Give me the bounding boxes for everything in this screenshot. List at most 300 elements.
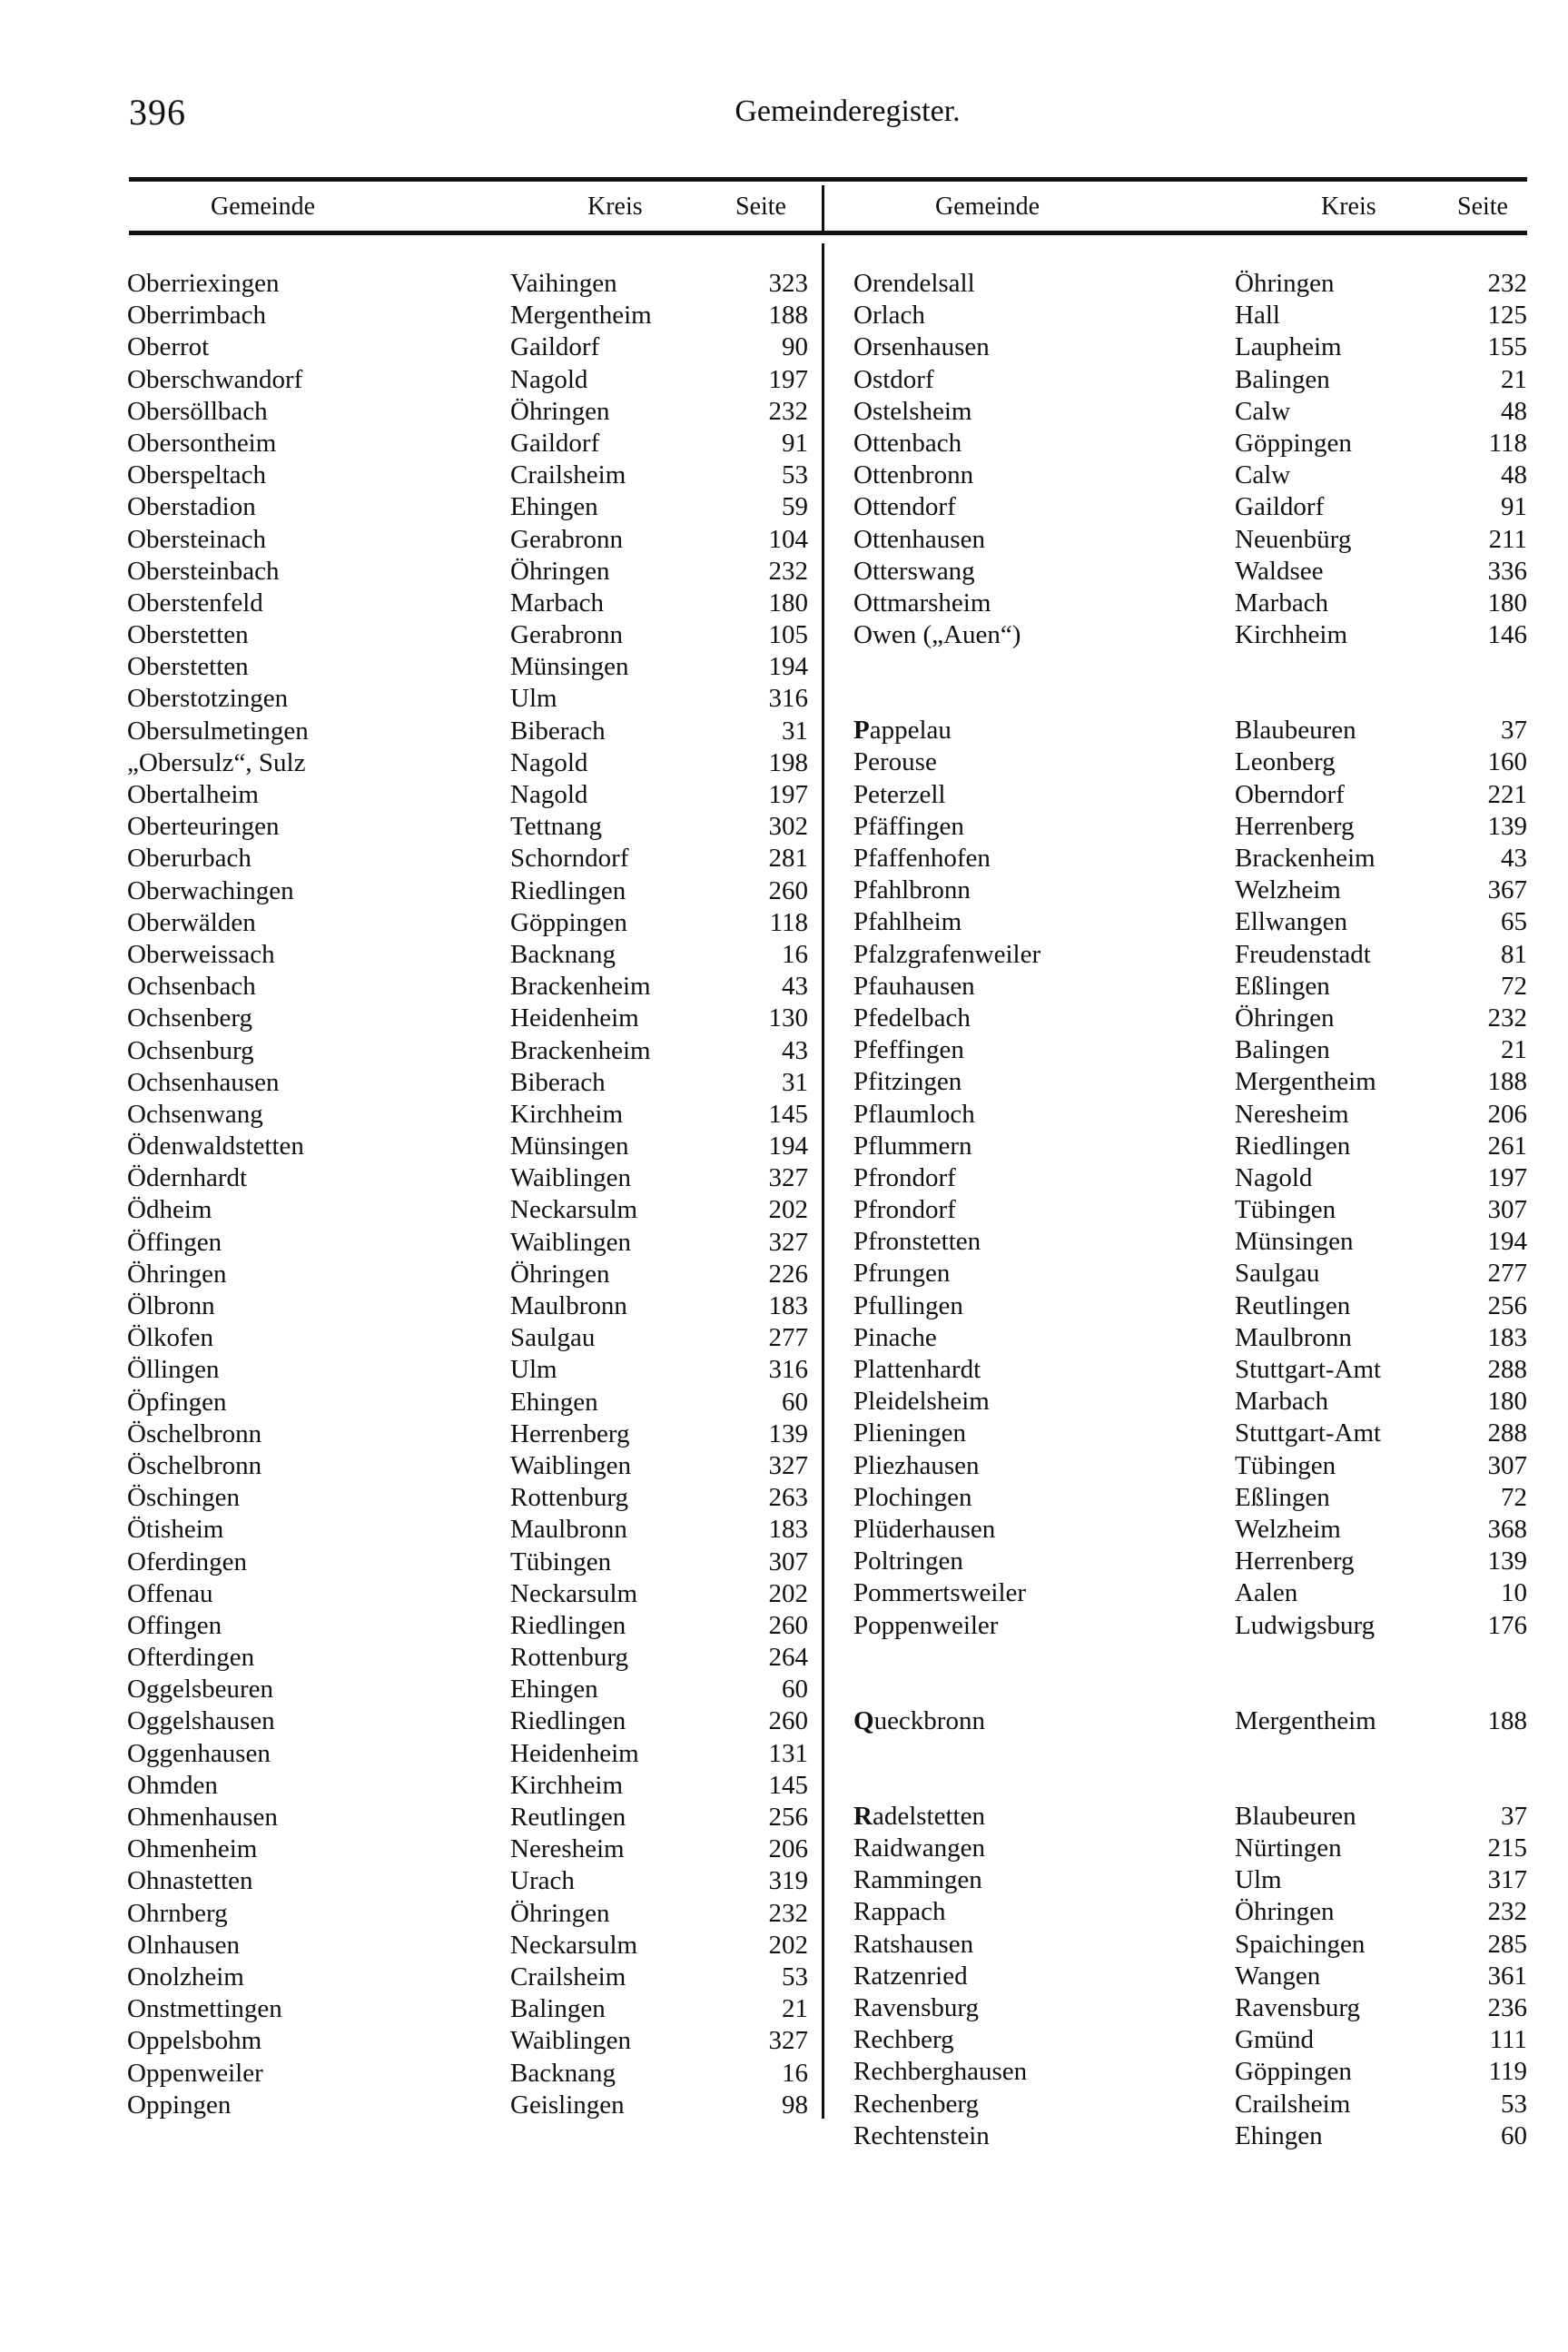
gemeinde-cell: Oggelshausen	[127, 1706, 275, 1736]
gemeinde-cell: Obersteinach	[127, 524, 266, 554]
table-header	[0, 186, 1568, 228]
seite-cell: 198	[768, 747, 808, 777]
table-row	[127, 300, 808, 331]
gemeinde-cell: Pinache	[853, 1322, 937, 1352]
kreis-cell: Ehingen	[510, 1675, 598, 1705]
seite-cell: 264	[768, 1643, 808, 1673]
kreis-cell: Freudenstadt	[1235, 939, 1371, 969]
seite-cell: 261	[1487, 1131, 1527, 1161]
seite-cell: 307	[768, 1547, 808, 1576]
kreis-cell: Nagold	[510, 747, 588, 777]
seite-cell: 327	[768, 1163, 808, 1193]
seite-cell: 316	[768, 684, 808, 714]
gemeinde-cell: Öschelbronn	[127, 1418, 262, 1448]
seite-cell: 206	[1487, 1099, 1527, 1129]
table-row	[127, 716, 808, 747]
gemeinde-cell: Pfeffingen	[853, 1035, 964, 1065]
seite-cell: 31	[782, 1067, 808, 1097]
kreis-cell: Öhringen	[510, 1259, 610, 1289]
table-row	[853, 1131, 1527, 1162]
seite-cell: 119	[1488, 2057, 1527, 2087]
left-column	[127, 268, 808, 2121]
gemeinde-cell: Ochsenwang	[127, 1099, 263, 1129]
kreis-cell: Brackenheim	[1235, 844, 1376, 873]
gemeinde-cell: Ohnastetten	[127, 1866, 253, 1896]
table-row	[853, 300, 1527, 331]
header-seite-left: Seite	[735, 193, 786, 221]
gemeinde-cell: Pfaffenhofen	[853, 844, 991, 873]
gemeinde-cell: Plochingen	[853, 1482, 972, 1512]
seite-cell: 180	[768, 588, 808, 618]
seite-cell: 37	[1501, 1801, 1527, 1831]
gemeinde-cell: Peterzell	[853, 779, 946, 809]
seite-cell: 232	[1487, 1003, 1527, 1033]
table-row	[127, 907, 808, 939]
table-row	[853, 2056, 1527, 2088]
kreis-cell: Welzheim	[1235, 1514, 1341, 1544]
table-row	[853, 491, 1527, 523]
table-row	[127, 1067, 808, 1099]
kreis-cell: Urach	[510, 1866, 575, 1896]
seite-cell: 72	[1501, 1482, 1527, 1512]
kreis-cell: Ehingen	[510, 492, 598, 522]
table-row	[127, 1131, 808, 1162]
gemeinde-cell: Oberstadion	[127, 492, 256, 522]
table-row	[853, 715, 1527, 746]
gemeinde-cell: Oberspeltach	[127, 460, 266, 490]
kreis-cell: Gaildorf	[510, 332, 600, 362]
table-row	[853, 460, 1527, 491]
kreis-cell: Backnang	[510, 939, 616, 969]
table-row	[127, 971, 808, 1003]
gemeinde-cell: Oberriexingen	[127, 269, 280, 298]
seite-cell: 16	[782, 2058, 808, 2088]
seite-cell: 53	[782, 460, 808, 490]
kreis-cell: Mergentheim	[1235, 1705, 1376, 1735]
gemeinde-cell: Otterswang	[853, 556, 975, 586]
gemeinde-cell: Oberurbach	[127, 844, 251, 874]
kreis-cell: Nagold	[510, 780, 588, 809]
seite-cell: 256	[768, 1803, 808, 1832]
kreis-cell: Saulgau	[1235, 1259, 1320, 1289]
seite-cell: 188	[1487, 1705, 1527, 1735]
seite-cell: 211	[1488, 524, 1527, 554]
kreis-cell: Waiblingen	[510, 2026, 631, 2056]
kreis-cell: Calw	[1235, 460, 1291, 490]
table-row	[127, 1578, 808, 1610]
table-row	[853, 619, 1527, 651]
table-row	[127, 1802, 808, 1833]
seite-cell: 226	[768, 1259, 808, 1289]
table-row	[127, 1738, 808, 1770]
gemeinde-cell: Pfahlbronn	[853, 875, 971, 905]
seite-cell: 302	[768, 812, 808, 842]
gemeinde-cell: Pfedelbach	[853, 1003, 971, 1033]
seite-cell: 31	[782, 716, 808, 746]
kreis-cell: Nagold	[510, 364, 588, 394]
gemeinde-cell: Rechenberg	[853, 2089, 979, 2119]
seite-cell: 232	[768, 556, 808, 586]
kreis-cell: Biberach	[510, 716, 606, 746]
gemeinde-cell: Oppingen	[127, 2090, 232, 2120]
seite-cell: 59	[782, 492, 808, 522]
seite-cell: 260	[768, 1706, 808, 1736]
kreis-cell: Maulbronn	[1235, 1322, 1352, 1352]
kreis-cell: Wangen	[1235, 1961, 1321, 1991]
table-row	[127, 1099, 808, 1131]
table-row	[127, 1162, 808, 1194]
table-row	[127, 683, 808, 715]
gemeinde-cell: Poppenweiler	[853, 1610, 999, 1640]
kreis-cell: Riedlingen	[510, 1610, 626, 1640]
kreis-cell: Aalen	[1235, 1578, 1298, 1608]
seite-cell: 260	[768, 875, 808, 905]
table-row	[853, 906, 1527, 938]
table-row	[853, 1992, 1527, 2024]
gemeinde-cell: Oggelsbeuren	[127, 1675, 274, 1705]
seite-cell: 368	[1487, 1514, 1527, 1544]
gemeinde-cell: Ötisheim	[127, 1515, 224, 1545]
table-row	[127, 524, 808, 556]
gemeinde-cell: Pfitzingen	[853, 1067, 962, 1097]
table-row	[853, 1322, 1527, 1354]
seite-cell: 43	[782, 972, 808, 1002]
seite-cell: 118	[1488, 428, 1527, 458]
gemeinde-cell: Ölkofen	[127, 1323, 214, 1353]
seite-cell: 277	[768, 1323, 808, 1353]
table-row	[127, 1865, 808, 1897]
table-row	[127, 491, 808, 523]
table-row	[853, 1418, 1527, 1449]
table-row	[853, 1066, 1527, 1098]
table-row	[853, 1864, 1527, 1896]
gemeinde-cell: Oberrot	[127, 332, 210, 362]
seite-cell: 215	[1487, 1833, 1527, 1863]
seite-cell: 91	[782, 428, 808, 458]
seite-cell: 176	[1487, 1610, 1527, 1640]
gemeinde-cell: Oppelsbohm	[127, 2026, 262, 2056]
kreis-cell: Crailsheim	[510, 1962, 626, 1991]
table-row	[127, 1514, 808, 1546]
gemeinde-cell: Rechtenstein	[853, 2120, 990, 2150]
kreis-cell: Reutlingen	[510, 1803, 626, 1832]
table-row	[853, 331, 1527, 363]
gemeinde-cell: Obersulmetingen	[127, 716, 309, 746]
table-row	[127, 1770, 808, 1802]
header-bottom-rule	[129, 231, 1527, 235]
kreis-cell: Maulbronn	[510, 1515, 627, 1545]
table-row	[127, 1259, 808, 1290]
table-row	[853, 1386, 1527, 1418]
seite-cell: 188	[1487, 1067, 1527, 1097]
gemeinde-cell: Ochsenberg	[127, 1003, 252, 1033]
seite-cell: 194	[768, 1132, 808, 1161]
gemeinde-cell: Pappelau	[853, 716, 952, 746]
gemeinde-cell: Pfauhausen	[853, 971, 975, 1001]
gemeinde-cell: Pfahlheim	[853, 907, 962, 937]
seite-cell: 48	[1501, 396, 1527, 426]
seite-cell: 180	[1487, 588, 1527, 618]
seite-cell: 327	[768, 1227, 808, 1257]
kreis-cell: Waiblingen	[510, 1450, 631, 1480]
table-row	[127, 588, 808, 619]
kreis-cell: Göppingen	[1235, 428, 1352, 458]
table-row	[853, 779, 1527, 811]
kreis-cell: Eßlingen	[1235, 971, 1330, 1001]
kreis-cell: Öhringen	[1235, 1003, 1335, 1033]
seite-cell: 232	[768, 396, 808, 426]
kreis-cell: Balingen	[510, 1994, 606, 2024]
gemeinde-cell: Queckbronn	[853, 1705, 985, 1735]
gemeinde-cell: Orendelsall	[853, 269, 975, 298]
gemeinde-cell: Ottendorf	[853, 492, 956, 522]
gemeinde-cell: Öschingen	[127, 1483, 241, 1513]
seite-cell: 281	[768, 844, 808, 874]
gemeinde-cell: Pfalzgrafenweiler	[853, 939, 1041, 969]
gemeinde-cell: Öffingen	[127, 1227, 222, 1257]
gemeinde-cell: Pfronstetten	[853, 1227, 981, 1257]
gemeinde-cell: Onstmettingen	[127, 1994, 282, 2024]
table-row	[127, 779, 808, 811]
seite-cell: 367	[1487, 875, 1527, 905]
seite-cell: 111	[1489, 2025, 1527, 2055]
gemeinde-cell: Pflummern	[853, 1131, 972, 1161]
kreis-cell: Neckarsulm	[510, 1578, 638, 1608]
seite-cell: 288	[1487, 1355, 1527, 1384]
seite-cell: 183	[1487, 1322, 1527, 1352]
table-row	[853, 396, 1527, 428]
seite-cell: 188	[768, 301, 808, 331]
seite-cell: 60	[1501, 2120, 1527, 2150]
table-row	[853, 1290, 1527, 1322]
table-row	[127, 1450, 808, 1482]
seite-cell: 327	[768, 1450, 808, 1480]
table-row	[853, 1705, 1527, 1737]
kreis-cell: Rottenburg	[510, 1643, 628, 1673]
table-row	[127, 939, 808, 971]
page-title: Gemeinderegister.	[735, 94, 961, 128]
section-gap	[853, 651, 1527, 715]
table-row	[127, 1418, 808, 1450]
kreis-cell: Marbach	[1235, 588, 1329, 618]
gemeinde-cell: Ohrnberg	[127, 1898, 228, 1928]
kreis-cell: Münsingen	[510, 1132, 629, 1161]
seite-cell: 194	[1487, 1227, 1527, 1257]
kreis-cell: Crailsheim	[1235, 2089, 1351, 2119]
header-seite-right: Seite	[1457, 193, 1508, 221]
kreis-cell: Ludwigsburg	[1235, 1610, 1376, 1640]
table-row	[853, 1961, 1527, 1992]
seite-cell: 194	[768, 652, 808, 682]
gemeinde-cell: Rappach	[853, 1897, 946, 1927]
gemeinde-cell: Pommertsweiler	[853, 1578, 1027, 1608]
gemeinde-cell: Pfäffingen	[853, 811, 964, 841]
kreis-cell: Blaubeuren	[1235, 1801, 1356, 1831]
kreis-cell: Ulm	[1235, 1865, 1282, 1895]
table-row	[127, 1003, 808, 1034]
table-row	[853, 2120, 1527, 2152]
kreis-cell: Göppingen	[1235, 2057, 1352, 2087]
kreis-cell: Geislingen	[510, 2090, 625, 2120]
gemeinde-cell: „Obersulz“, Sulz	[127, 747, 306, 777]
kreis-cell: Schorndorf	[510, 844, 629, 874]
table-row	[127, 1290, 808, 1322]
table-row	[853, 1577, 1527, 1609]
seite-cell: 202	[768, 1195, 808, 1225]
kreis-cell: Kirchheim	[1235, 620, 1348, 650]
gemeinde-cell: Offenau	[127, 1578, 213, 1608]
seite-cell: 139	[768, 1418, 808, 1448]
kreis-cell: Neresheim	[1235, 1099, 1349, 1129]
table-row	[127, 268, 808, 300]
gemeinde-cell: Pfrondorf	[853, 1162, 956, 1192]
seite-cell: 139	[1487, 811, 1527, 841]
kreis-cell: Tettnang	[510, 812, 603, 842]
table-row	[853, 746, 1527, 778]
kreis-cell: Münsingen	[1235, 1227, 1354, 1257]
seite-cell: 197	[1487, 1162, 1527, 1192]
seite-cell: 130	[768, 1003, 808, 1033]
table-row	[127, 619, 808, 651]
kreis-cell: Backnang	[510, 2058, 616, 2088]
seite-cell: 37	[1501, 716, 1527, 746]
gemeinde-cell: Plüderhausen	[853, 1514, 996, 1544]
header-gemeinde-left: Gemeinde	[211, 193, 316, 221]
table-row	[853, 1354, 1527, 1386]
table-row	[853, 1482, 1527, 1514]
table-row	[853, 524, 1527, 556]
gemeinde-cell: Öllingen	[127, 1355, 220, 1385]
gemeinde-cell: Ochsenhausen	[127, 1067, 280, 1097]
gemeinde-cell: Oberwachingen	[127, 875, 294, 905]
table-row	[853, 1896, 1527, 1928]
seite-cell: 232	[768, 1898, 808, 1928]
seite-cell: 53	[1501, 2089, 1527, 2119]
kreis-cell: Öhringen	[510, 396, 610, 426]
kreis-cell: Vaihingen	[510, 269, 617, 298]
kreis-cell: Riedlingen	[1235, 1131, 1351, 1161]
gemeinde-cell: Oberstetten	[127, 652, 249, 682]
seite-cell: 263	[768, 1483, 808, 1513]
kreis-cell: Nagold	[1235, 1162, 1313, 1192]
gemeinde-cell: Ostdorf	[853, 364, 934, 394]
seite-cell: 183	[768, 1291, 808, 1320]
table-row	[853, 1833, 1527, 1864]
kreis-cell: Stuttgart-Amt	[1235, 1355, 1382, 1384]
kreis-cell: Waiblingen	[510, 1227, 631, 1257]
table-row	[127, 1993, 808, 2025]
table-row	[853, 939, 1527, 971]
right-column	[853, 268, 1527, 2152]
kreis-cell: Heidenheim	[510, 1738, 639, 1768]
table-row	[853, 2024, 1527, 2056]
kreis-cell: Ehingen	[510, 1387, 598, 1417]
seite-cell: 206	[768, 1834, 808, 1864]
table-row	[853, 1034, 1527, 1066]
seite-cell: 60	[782, 1387, 808, 1417]
seite-cell: 336	[1487, 556, 1527, 586]
table-row	[127, 1642, 808, 1674]
seite-cell: 361	[1487, 1961, 1527, 1991]
table-row	[853, 428, 1527, 460]
table-row	[853, 1514, 1527, 1546]
table-row	[127, 460, 808, 491]
gemeinde-cell: Oberstenfeld	[127, 588, 263, 618]
gemeinde-cell: Pleidelsheim	[853, 1387, 990, 1417]
seite-cell: 131	[768, 1738, 808, 1768]
seite-cell: 236	[1487, 1993, 1527, 2022]
table-row	[127, 1833, 808, 1865]
kreis-cell: Tübingen	[1235, 1450, 1336, 1480]
kreis-cell: Stuttgart-Amt	[1235, 1418, 1382, 1448]
table-row	[127, 1962, 808, 1993]
kreis-cell: Balingen	[1235, 1035, 1330, 1065]
kreis-cell: Gmünd	[1235, 2025, 1314, 2055]
gemeinde-cell: Ödenwaldstetten	[127, 1132, 304, 1161]
table-row	[127, 556, 808, 588]
table-row	[853, 1226, 1527, 1258]
kreis-cell: Gerabronn	[510, 620, 624, 650]
table-row	[853, 875, 1527, 906]
seite-cell: 146	[1487, 620, 1527, 650]
seite-cell: 160	[1487, 747, 1527, 777]
seite-cell: 221	[1487, 779, 1527, 809]
kreis-cell: Neckarsulm	[510, 1930, 638, 1960]
seite-cell: 145	[768, 1770, 808, 1800]
table-row	[127, 428, 808, 460]
kreis-cell: Herrenberg	[1235, 811, 1355, 841]
table-row	[853, 268, 1527, 300]
seite-cell: 145	[768, 1099, 808, 1129]
gemeinde-cell: Raidwangen	[853, 1833, 985, 1863]
kreis-cell: Crailsheim	[510, 460, 626, 490]
kreis-cell: Marbach	[1235, 1387, 1329, 1417]
kreis-cell: Neuenbürg	[1235, 524, 1352, 554]
table-row	[853, 971, 1527, 1003]
table-row	[127, 843, 808, 875]
gemeinde-cell: Plattenhardt	[853, 1355, 981, 1384]
table-row	[853, 1258, 1527, 1290]
seite-cell: 323	[768, 269, 808, 298]
gemeinde-cell: Obertalheim	[127, 780, 259, 809]
kreis-cell: Balingen	[1235, 364, 1330, 394]
kreis-cell: Öhringen	[1235, 1897, 1335, 1927]
table-row	[853, 1099, 1527, 1131]
seite-cell: 53	[782, 1962, 808, 1991]
table-row	[853, 1003, 1527, 1034]
gemeinde-cell: Ochsenburg	[127, 1035, 254, 1065]
gemeinde-cell: Obersöllbach	[127, 396, 268, 426]
seite-cell: 125	[1487, 301, 1527, 331]
gemeinde-cell: Pliezhausen	[853, 1450, 980, 1480]
gemeinde-cell: Ohmenhausen	[127, 1803, 278, 1832]
seite-cell: 183	[768, 1515, 808, 1545]
gemeinde-cell: Oppenweiler	[127, 2058, 263, 2088]
seite-cell: 260	[768, 1610, 808, 1640]
gemeinde-cell: Pfullingen	[853, 1290, 963, 1320]
gemeinde-cell: Offingen	[127, 1610, 222, 1640]
table-row	[853, 1929, 1527, 1961]
kreis-cell: Neresheim	[510, 1834, 625, 1864]
kreis-cell: Ulm	[510, 1355, 557, 1385]
table-row	[127, 1194, 808, 1226]
gemeinde-cell: Oberweissach	[127, 939, 275, 969]
seite-cell: 105	[768, 620, 808, 650]
gemeinde-cell: Oferdingen	[127, 1547, 248, 1576]
table-row	[127, 1898, 808, 1930]
kreis-cell: Ellwangen	[1235, 907, 1348, 937]
gemeinde-cell: Plieningen	[853, 1418, 967, 1448]
